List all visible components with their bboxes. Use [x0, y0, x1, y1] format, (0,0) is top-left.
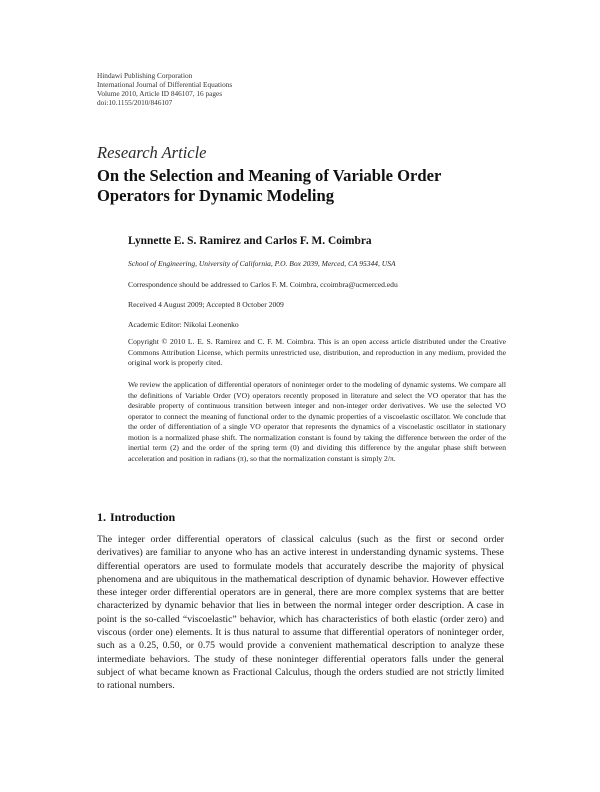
journal-volume: Volume 2010, Article ID 846107, 16 pages — [97, 88, 223, 98]
journal-doi[interactable]: doi:10.1155/2010/846107 — [97, 97, 173, 107]
article-title: On the Selection and Meaning of Variable Order Operators for Dynamic Modeling — [97, 166, 442, 205]
introduction-paragraph: The integer order differential operators of classical calculus (such as the first or second order derivatives) are familiar to anyone who has an active interest in understanding dynamic systems. These differential operators are used to formulate models that accurately describe the majority of physical phenomena and are ubiquitous in the mathematical description of dynamic behavior. However effective these integer order differential operators are in general, there are more complex systems that are better characterized by dynamic behavior that lies in between the normal integer order description. A case in point is the so-called “viscoelastic” behavior, which has characteristics of both elastic (order zero) and viscous (order one) elements. It is thus natural to assume that differential operators of noninteger order, such as a 0.25, 0.50, or 0.75 would provide a convenient mathematical description to analyze these intermediate behaviors. The study of these noninteger differential operators falls under the general subject of what became known as Fractional Calculus, though the orders studied are not strictly limited to rational numbers. — [97, 534, 504, 692]
author-list: Lynnette E. S. Ramirez and Carlos F. M. Coimbra — [128, 235, 372, 247]
article-type: Research Article — [97, 143, 207, 162]
academic-editor: Academic Editor: Nikolai Leonenko — [128, 320, 239, 329]
section-number: 1. — [97, 510, 106, 524]
correspondence-note: Correspondence should be addressed to Carlos F. M. Coimbra, ccoimbra@ucmerced.edu — [128, 280, 398, 289]
journal-name: International Journal of Differential Equations — [97, 79, 233, 89]
section-heading-introduction — [97, 510, 175, 525]
journal-header — [97, 72, 397, 108]
publisher-name: Hindawi Publishing Corporation — [97, 71, 193, 80]
author-affiliation: School of Engineering, University of California, P.O. Box 2039, Merced, CA 95344, USA — [128, 259, 396, 268]
abstract: We review the application of differential operators of noninteger order to the modeling of dynamic systems. We compare all the definitions of Variable Order (VO) operators recently proposed in literature and select the VO operator that has the desirable property of continuous transition between integer and non-integer order derivatives. We use the selected VO operator to connect the meaning of functional order to the dynamic properties of a viscoelastic oscillator. We conclude that the order of differentiation of a single VO operator that represents the dynamics of a viscoelastic oscillator in stationary motion is a normalized phase shift. The normalization constant is found by taking the difference between the order of the inertial term (2) and the order of the spring term (0) and dividing this difference by the angular phase shift between acceleration and position in radians (π), so that the normalization constant is simply 2/π. — [128, 380, 506, 463]
section-title: Introduction — [110, 510, 176, 524]
copyright-notice: Copyright © 2010 L. E. S. Ramirez and C. F. M. Coimbra. This is an open access article distributed under the Creative Commons Attribution License, which permits unrestricted use, distribution, and reproduction in any medium, provided the original work is properly cited. — [128, 337, 506, 368]
received-dates: Received 4 August 2009; Accepted 8 October 2009 — [128, 300, 284, 309]
